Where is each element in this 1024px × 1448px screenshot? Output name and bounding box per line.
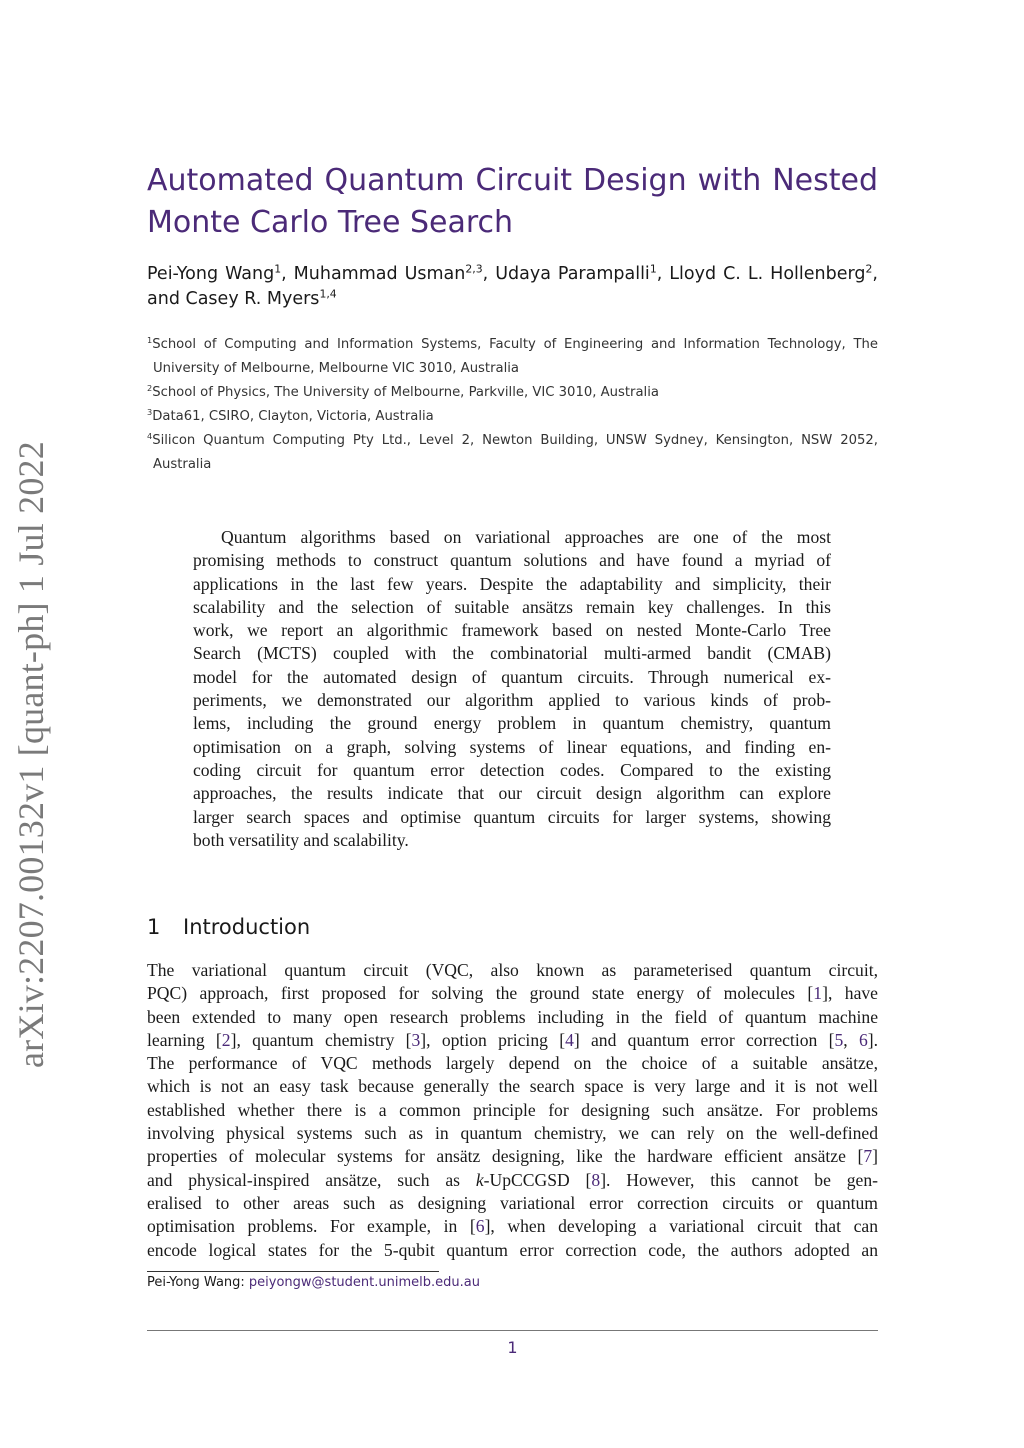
section-heading xyxy=(147,912,310,942)
author-affiliation-mark: 1,4 xyxy=(319,287,337,301)
author-name: Udaya Parampalli xyxy=(495,264,650,284)
footnote-label: Pei-Yong Wang: xyxy=(147,1275,249,1290)
body-text: been extended to many open research problems including in the field of quantum machine xyxy=(147,1006,878,1027)
author-list xyxy=(147,262,878,312)
abstract xyxy=(193,526,831,852)
body-text: which is not an easy task because generally the search space is very large and it is not well xyxy=(147,1076,878,1097)
body-text: and physical-inspired ansätze, such as xyxy=(147,1169,476,1190)
body-text: ], when developing a variational circuit that can xyxy=(484,1216,878,1237)
affiliation-1 xyxy=(147,333,878,357)
author-name: Lloyd C. L. Hollenberg xyxy=(669,264,866,284)
body-text: eralised to other areas such as designing variational error correction circuits or quantum xyxy=(147,1192,878,1213)
body-line xyxy=(147,1099,878,1122)
citation-link[interactable]: 5 xyxy=(834,1029,844,1050)
abstract-line: periments, we demonstrated our algorithm applied to various kinds of prob- xyxy=(193,690,831,711)
author-affiliation-mark: 1 xyxy=(274,262,282,276)
affiliation-text: School of Physics, The University of Melbourne, Parkville, VIC 3010, Australia xyxy=(152,385,659,400)
affiliation-1-continued: University of Melbourne, Melbourne VIC 3010, Australia xyxy=(153,361,520,376)
footer-divider xyxy=(147,1330,878,1331)
body-text: ], option pricing [ xyxy=(420,1029,566,1050)
author-affiliation-mark: 1 xyxy=(649,262,657,276)
abstract-line: applications in the last few years. Despite the adaptability and simplicity, their xyxy=(193,573,831,594)
body-line xyxy=(147,1169,878,1192)
page-number: 1 xyxy=(507,1338,518,1357)
affiliation-mark: 3 xyxy=(147,406,153,417)
author-separator: , xyxy=(281,264,294,284)
citation-link[interactable]: 2 xyxy=(221,1029,231,1050)
body-text: ], have xyxy=(822,983,878,1004)
author-line-2 xyxy=(147,287,878,312)
abstract-line: larger search spaces and optimise quantum circuits for larger systems, showing xyxy=(193,806,831,827)
author-name: Muhammad Usman xyxy=(293,264,466,284)
title-line-1: Automated Quantum Circuit Design with Nested xyxy=(147,163,878,198)
affiliation-text: School of Computing and Information Systems, Faculty of Engineering and Information Technology, The xyxy=(152,337,878,352)
footnote xyxy=(147,1273,480,1293)
affiliation-mark: 1 xyxy=(147,334,153,345)
body-text: The performance of VQC methods largely depend on the choice of a suitable ansätze, xyxy=(147,1053,878,1074)
author-separator: , xyxy=(656,264,670,284)
body-line xyxy=(147,1006,878,1029)
body-text: ]. xyxy=(867,1029,878,1050)
author-separator: , xyxy=(872,264,878,284)
body-line xyxy=(147,1122,878,1145)
affiliation-3 xyxy=(147,405,878,429)
affiliation-4-continued: Australia xyxy=(153,457,212,472)
body-line xyxy=(147,959,878,982)
abstract-line: model for the automated design of quantum circuits. Through numerical ex- xyxy=(193,666,831,687)
body-line xyxy=(147,1145,878,1168)
body-text: ]. However, this cannot be gen- xyxy=(600,1169,878,1190)
affiliation-2 xyxy=(147,381,878,405)
paper-title xyxy=(147,160,878,244)
citation-link[interactable]: 4 xyxy=(565,1029,574,1050)
body-text: , xyxy=(843,1029,859,1050)
body-line xyxy=(147,1052,878,1075)
abstract-line: approaches, the results indicate that our circuit design algorithm can explore xyxy=(193,783,831,804)
body-text: PQC) approach, first proposed for solving the ground state energy of molecules [ xyxy=(147,983,814,1004)
affiliation-4 xyxy=(147,429,878,453)
affiliation-text: Data61, CSIRO, Clayton, Victoria, Australia xyxy=(152,409,434,424)
abstract-line: promising methods to construct quantum solutions and have found a myriad of xyxy=(193,550,831,571)
body-line xyxy=(147,1239,878,1262)
section-title: Introduction xyxy=(183,915,311,939)
body-text: ] and quantum error correction [ xyxy=(573,1029,835,1050)
affiliation-mark: 2 xyxy=(147,382,153,393)
introduction-body xyxy=(147,959,878,1262)
citation-link[interactable]: 1 xyxy=(813,983,823,1004)
body-line xyxy=(147,1192,878,1215)
author-affiliation-mark: 2,3 xyxy=(465,262,483,276)
citation-link[interactable]: 6 xyxy=(475,1216,485,1237)
body-text: ] xyxy=(872,1146,878,1167)
body-text: involving physical systems such as in quantum chemistry, we can rely on the well-defined xyxy=(147,1123,878,1144)
citation-link[interactable]: 6 xyxy=(858,1029,868,1050)
author-separator: , xyxy=(482,264,496,284)
body-line xyxy=(147,1215,878,1238)
abstract-line: lems, including the ground energy problem in quantum chemistry, quantum xyxy=(193,713,831,734)
body-text: ], quantum chemistry [ xyxy=(230,1029,412,1050)
title-line-2: Monte Carlo Tree Search xyxy=(147,205,514,240)
abstract-line: both versatility and scalability. xyxy=(193,829,409,850)
author-name: Pei-Yong Wang xyxy=(147,264,275,284)
citation-link[interactable]: 8 xyxy=(591,1169,601,1190)
author-line-1 xyxy=(147,262,878,287)
body-text: learning [ xyxy=(147,1029,222,1050)
author-name: and Casey R. Myers xyxy=(147,289,320,309)
affiliation-mark: 4 xyxy=(147,430,153,441)
body-text: The variational quantum circuit (VQC, also known as parameterised quantum circuit, xyxy=(147,960,878,980)
citation-link[interactable]: 3 xyxy=(411,1029,421,1050)
abstract-line: Search (MCTS) coupled with the combinatorial multi-armed bandit (CMAB) xyxy=(193,643,831,664)
body-text: encode logical states for the 5-qubit quantum error correction code, the authors adopted an xyxy=(147,1239,878,1260)
author-affiliation-mark: 2 xyxy=(865,262,873,276)
section-number: 1 xyxy=(147,915,161,939)
citation-link[interactable]: 7 xyxy=(863,1146,873,1167)
body-text: properties of molecular systems for ansätz designing, like the hardware efficient ansätze [ xyxy=(147,1146,864,1167)
affiliation-list xyxy=(147,333,878,477)
footnote-divider xyxy=(147,1271,439,1272)
affiliation-text: Silicon Quantum Computing Pty Ltd., Level 2, Newton Building, UNSW Sydney, Kensington, NSW 2052, xyxy=(152,433,878,448)
body-text: -UpCCGSD [ xyxy=(483,1169,592,1190)
abstract-line: work, we report an algorithmic framework based on nested Monte-Carlo Tree xyxy=(193,620,831,641)
italic-text: k xyxy=(475,1169,484,1190)
body-line xyxy=(147,1029,878,1052)
body-text: established whether there is a common principle for designing such ansätze. For problems xyxy=(147,1099,878,1120)
body-line xyxy=(147,982,878,1005)
body-line xyxy=(147,1075,878,1098)
footnote-email-link[interactable]: peiyongw@student.unimelb.edu.au xyxy=(248,1275,480,1290)
abstract-line: optimisation on a graph, solving systems of linear equations, and finding en- xyxy=(193,736,831,757)
arxiv-identifier-stamp: arXiv:2207.00132v1 [quant-ph] 1 Jul 2022 xyxy=(11,441,51,1068)
abstract-line: scalability and the selection of suitable ansätzs remain key challenges. In this xyxy=(193,596,831,617)
abstract-line: coding circuit for quantum error detection codes. Compared to the existing xyxy=(193,759,831,780)
body-text: optimisation problems. For example, in [ xyxy=(147,1216,476,1237)
abstract-line: Quantum algorithms based on variational approaches are one of the most xyxy=(221,527,831,547)
